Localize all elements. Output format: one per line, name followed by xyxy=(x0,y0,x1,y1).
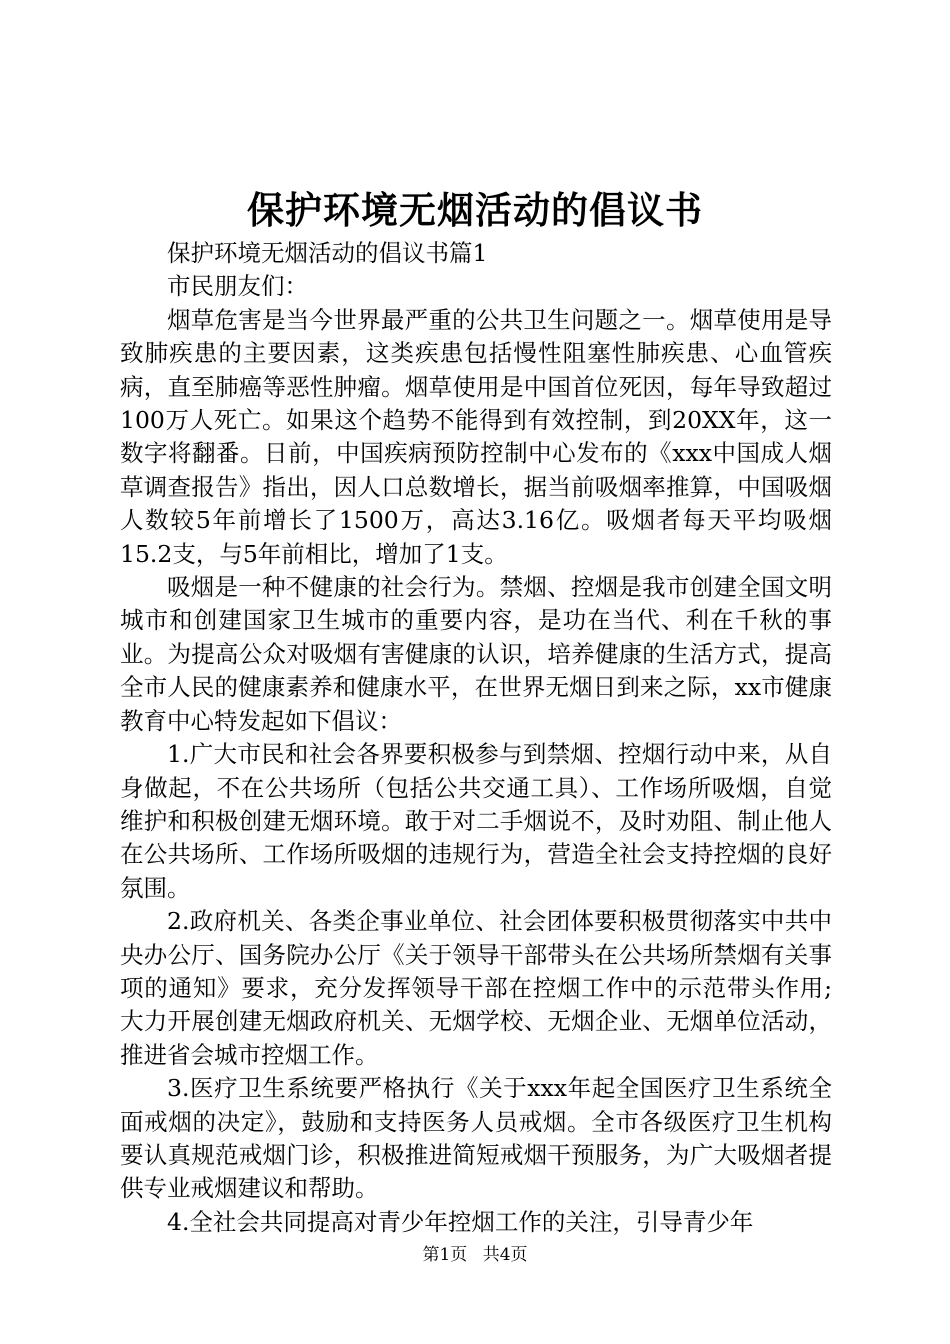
document-title: 保护环境无烟活动的倡议书 xyxy=(247,188,703,232)
body-paragraph: 吸烟是一种不健康的社会行为。禁烟、控烟是我市创建全国文明城市和创建国家卫生城市的重要内容，是功在当代、利在千秋的事业。为提高公众对吸烟有害健康的认识，培养健康的生活方式，提高全市人民的健康素养和健康水平，在世界无烟日到来之际，xx市健康教育中心特发起如下倡议： xyxy=(120,573,832,735)
subtitle-paragraph: 保护环境无烟活动的倡议书篇1 xyxy=(167,239,488,267)
page-number-total: 共4页 xyxy=(482,1245,528,1265)
page-number-current: 第1页 xyxy=(422,1245,468,1265)
document-body xyxy=(120,237,832,1239)
body-paragraph: 烟草危害是当今世界最严重的公共卫生问题之一。烟草使用是导致肺疾患的主要因素，这类疾患包括慢性阻塞性肺疾患、心血管疾病，直至肺癌等恶性肿瘤。烟草使用是中国首位死因，每年导致超过100万人死亡。如果这个趋势不能得到有效控制，到20XX年，这一数字将翻番。日前，中国疾病预防控制中心发布的《xxx中国成人烟草调查报告》指出，因人口总数增长，据当前吸烟率推算，中国吸烟人数较5年前增长了1500万，高达3.16亿。吸烟者每天平均吸烟15.2支，与5年前相比，增加了1支。 xyxy=(120,305,832,568)
salutation-paragraph: 市民朋友们： xyxy=(167,272,308,301)
proposal-paragraph-4: 4.全社会共同提高对青少年控烟工作的关注，引导青少年 xyxy=(167,1207,754,1236)
page-footer xyxy=(0,1243,950,1267)
proposal-paragraph-3: 3.医疗卫生系统要严格执行《关于xxx年起全国医疗卫生系统全面戒烟的决定》，鼓励和支持医务人员戒烟。全市各级医疗卫生机构要认真规范戒烟门诊，积极推进简短戒烟干预服务，为广大吸烟者提供专业戒烟建议和帮助。 xyxy=(120,1074,832,1203)
proposal-paragraph-1: 1.广大市民和社会各界要积极参与到禁烟、控烟行动中来，从自身做起，不在公共场所（包括公共交通工具）、工作场所吸烟，自觉维护和积极创建无烟环境。敢于对二手烟说不，及时劝阻、制止他人在公共场所、工作场所吸烟的违规行为，营造全社会支持控烟的良好氛围。 xyxy=(120,740,832,902)
proposal-paragraph-2: 2.政府机关、各类企事业单位、社会团体要积极贯彻落实中共中央办公厅、国务院办公厅《关于领导干部带头在公共场所禁烟有关事项的通知》要求，充分发挥领导干部在控烟工作中的示范带头作用;大力开展创建无烟政府机关、无烟学校、无烟企业、无烟单位活动，推进省会城市控烟工作。 xyxy=(120,907,832,1069)
